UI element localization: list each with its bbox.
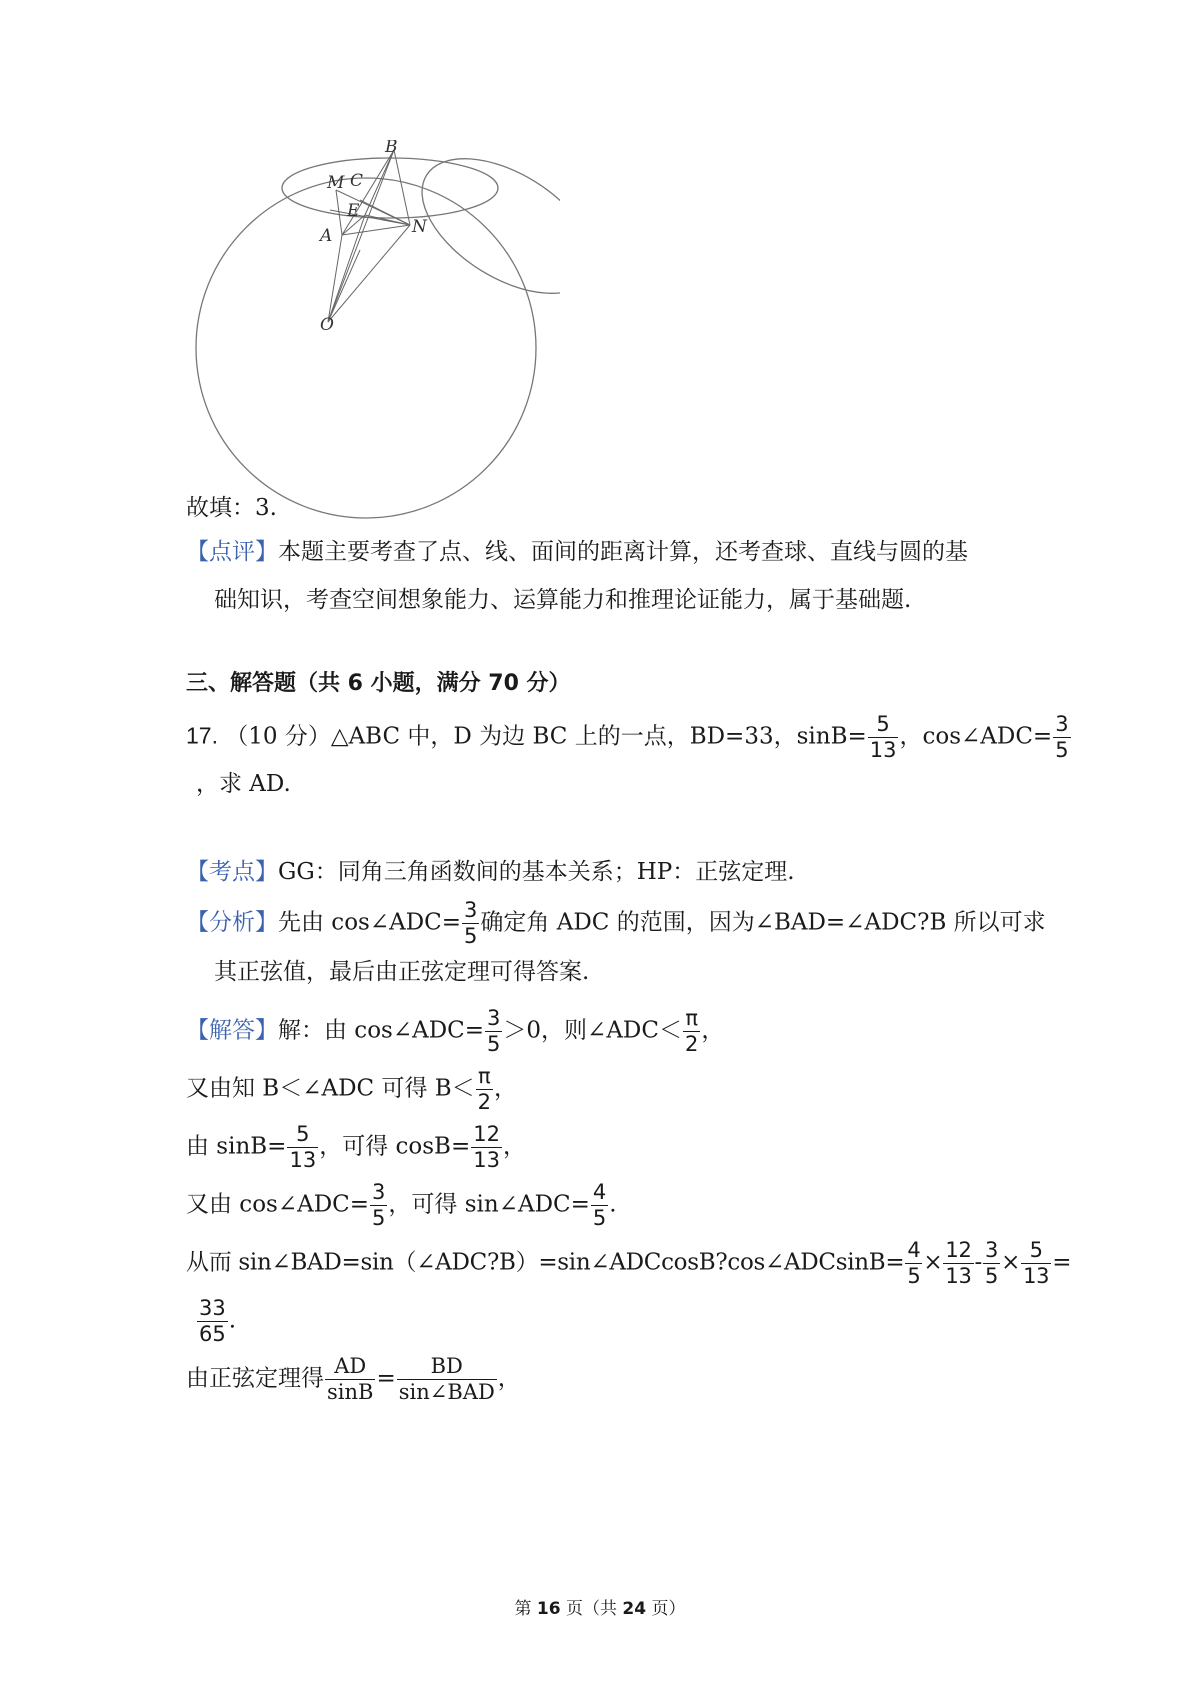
kaodian-tag: 【考点】 [186, 859, 278, 885]
frac-cosADC: $\frac{3}{5}$ [1055, 712, 1069, 762]
frac-sinB: $\frac{5}{13}$ [869, 712, 897, 762]
times-sign: × [1001, 1249, 1021, 1276]
frac-l7-2: $\frac{BD}{\text{sin∠BAD}}$ [398, 1354, 495, 1404]
small-circle-top [282, 158, 498, 218]
equals-sign: = [376, 1365, 396, 1392]
jieda-line-5 [186, 1238, 1071, 1289]
frac-l5-4: $\frac{5}{13}$ [1023, 1238, 1050, 1288]
problem-number: 17. [186, 722, 218, 749]
frac-l5-2: $\frac{12}{13}$ [945, 1238, 972, 1288]
problem-text-b: ，cos∠ADC= [899, 723, 1053, 750]
jieda-l5-a: 从而 sin∠BAD=sin（∠ADC [186, 1249, 487, 1276]
jieda-line-6 [196, 1296, 236, 1347]
frac-fenxi: $\frac{3}{5}$ [464, 898, 478, 948]
jieda-l1-a: 解：由 cos∠ADC= [278, 1017, 485, 1044]
jieda-l4-c: . [609, 1191, 617, 1218]
page-footer: 第 16 页（共 24 页） [514, 1599, 686, 1619]
jieda-l1-c: ， [701, 1017, 725, 1044]
fenxi-tag: 【分析】 [186, 909, 278, 936]
frac-l4-1: $\frac{3}{5}$ [372, 1180, 386, 1230]
fenxi-line-2: 其正弦值，最后由正弦定理可得答案. [214, 959, 590, 985]
jieda-l2-a: 又由知 B＜∠ADC 可得 B＜ [186, 1075, 475, 1102]
jieda-line-2 [186, 1064, 517, 1115]
equals-sign: = [1052, 1249, 1072, 1276]
frac-l3-1: $\frac{5}{13}$ [289, 1122, 317, 1172]
frac-l5-1: $\frac{4}{5}$ [907, 1238, 921, 1288]
label-A: A [320, 226, 333, 246]
frac-l7-1: $\frac{AD}{\sin B}$ [327, 1354, 374, 1404]
problem-text-a: △ABC 中，D 为边 BC 上的一点，BD=33，sinB= [330, 723, 867, 750]
jieda-l2-b: ， [494, 1075, 518, 1102]
fenxi-line-1 [186, 898, 1046, 949]
comment-line-2: 础知识，考查空间想象能力、运算能力和推理论证能力，属于基础题. [214, 587, 912, 613]
period: . [228, 1307, 237, 1334]
label-O: O [320, 315, 334, 335]
frac-l6: $\frac{33}{65}$ [199, 1296, 226, 1346]
frac-l2: $\frac{\pi}{2}$ [477, 1064, 492, 1114]
jieda-l4-b: ，可得 sin∠ADC= [388, 1191, 590, 1218]
total-pages: 24 [622, 1599, 647, 1619]
comment-tag: 【点评】 [186, 539, 278, 565]
fenxi-text-b: 确定角 ADC 的范围，因为∠BAD=∠ADC [480, 909, 918, 936]
sphere-figure [170, 140, 560, 520]
jieda-line-4 [186, 1180, 617, 1231]
jieda-l7-c: ， [497, 1365, 521, 1392]
fill-answer: 故填：3. [186, 495, 277, 521]
comment-line-1 [186, 536, 968, 568]
fenxi-text-c: B 所以可求 [929, 909, 1046, 936]
jieda-line-1 [186, 1006, 724, 1057]
jieda-l3-b: ，可得 cosB= [319, 1133, 471, 1160]
missing-glyph: ? [715, 1249, 728, 1276]
section-heading: 三、解答题（共 6 小题，满分 70 分） [186, 671, 571, 696]
label-C: C [350, 171, 364, 191]
jieda-l5-b: B）=sin∠ADCcosB [499, 1249, 716, 1276]
frac-l1-2: $\frac{\pi}{2}$ [684, 1006, 699, 1056]
page-number: 16 [536, 1599, 561, 1619]
jieda-line-3 [186, 1122, 526, 1173]
jieda-tag: 【解答】 [186, 1017, 278, 1044]
missing-glyph: ? [486, 1249, 500, 1276]
jieda-line-7 [186, 1354, 521, 1405]
frac-l3-2: $\frac{12}{13}$ [473, 1122, 500, 1172]
frac-l4-2: $\frac{4}{5}$ [592, 1180, 607, 1230]
jieda-l5-c: cos∠ADCsinB= [727, 1249, 905, 1276]
jieda-l3-a: 由 sinB= [186, 1133, 287, 1160]
minus-sign: - [974, 1249, 983, 1276]
label-E: E [347, 201, 360, 221]
problem-17-line-2: ，求 AD. [196, 771, 291, 797]
label-M: M [327, 173, 345, 193]
sphere-outline [196, 178, 536, 518]
problem-score: （10 分） [225, 723, 331, 750]
jieda-l1-b: ＞0，则∠ADC＜ [503, 1017, 682, 1044]
jieda-l7-a: 由正弦定理得 [186, 1365, 324, 1392]
label-N: N [412, 217, 427, 237]
kaodian-line [186, 856, 795, 888]
fenxi-text-a: 先由 cos∠ADC= [278, 909, 462, 936]
jieda-l3-c: ， [502, 1133, 526, 1160]
frac-l5-3: $\frac{3}{5}$ [985, 1238, 999, 1288]
jieda-l4-a: 又由 cos∠ADC= [186, 1191, 370, 1218]
comment-text-1: 本题主要考查了点、线、面间的距离计算，还考查球、直线与圆的基 [278, 539, 968, 565]
label-B: B [385, 140, 398, 157]
times-sign: × [923, 1249, 943, 1276]
problem-17-line-1 [186, 712, 1072, 763]
frac-l1-1: $\frac{3}{5}$ [487, 1006, 501, 1056]
missing-glyph: ? [917, 909, 930, 936]
kaodian-text: GG：同角三角函数间的基本关系；HP：正弦定理. [278, 859, 795, 885]
